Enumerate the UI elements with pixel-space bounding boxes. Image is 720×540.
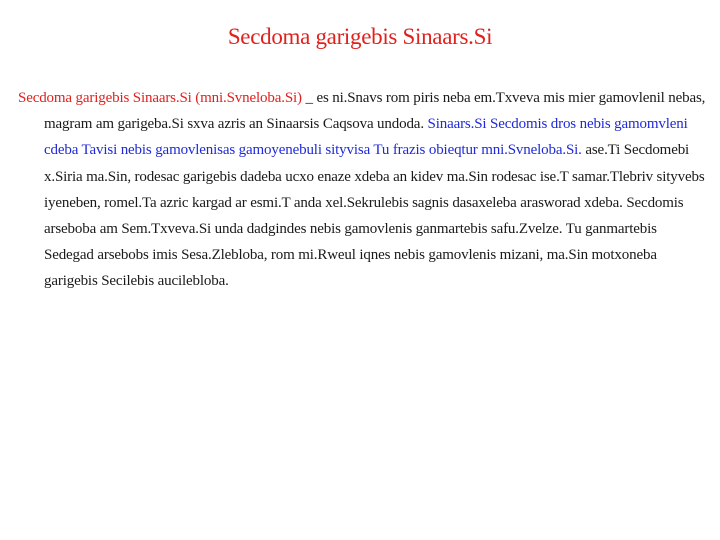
paragraph-intro-definition: _ es ni.Snavs rom piris neba em.Txveva mis mier gamovlenil nebas, magram am garigeba.Si sxva azris an Sinaarsis Caqsova undoda. <box>44 90 706 133</box>
paragraph-rest: ase.Ti Secdomebi x.Siria ma.Sin, rodesac garigebis dadeba ucxo enaze xdeba an kidev ma.Sin rodesac ise.T samar.Tlebriv sityvebs iyeneben, romel.Ta azric kargad ar esmi.T anda xel.Sekrulebis sagnis dasaxeleba arasworad xdeba. Secdomis arseboba am Sem.Txveva.Si unda dadgindes nebis gamovlenis ganmartebis safu.Zvelze. Tu ganmartebis Sedegad arsebobs imis Sesa.Zlebloba, rom mi.Rweul iqnes nebis gamovlenis mizani, ma.Sin motxoneba garigebis Secilebis aucilebloba. <box>44 142 705 290</box>
paragraph-intro-term: Secdoma garigebis Sinaars.Si (mni.Svneloba.Si) <box>18 90 302 106</box>
slide-title: Secdoma garigebis Sinaars.Si <box>227 24 493 49</box>
paragraph-highlight: Sinaars.Si Secdomis dros nebis gamomvleni cdeba Tavisi nebis gamovlenisas gamoyenebuli sityvisa Tu frazis obieqtur mni.Svneloba.Si. <box>44 116 688 159</box>
slide-body-paragraph <box>18 85 708 295</box>
